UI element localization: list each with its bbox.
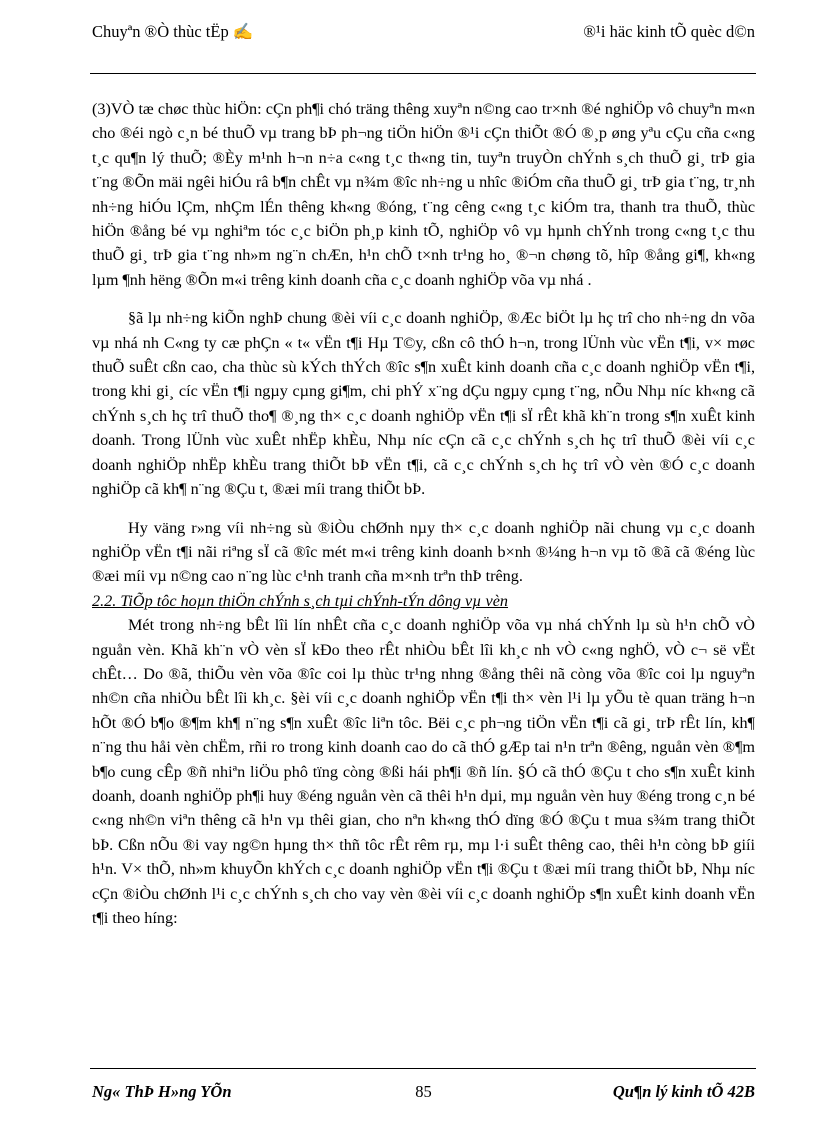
paragraph-hope: Hy väng r»ng víi nh÷ng sù ®iÒu chØnh nµy th× c¸c doanh nghiÖp nãi chung vµ c¸c doanh nghiÖp vËn t¶i nãi riªng sÏ cã ®îc mét m«i trêng kinh doanh b×nh ®¼ng h¬n vµ tõ ®ã cã ®éng lùc ®æi míi vµ n©ng cao n¨ng lùc c¹nh tranh cña m×nh trªn thÞ trêng. [92,518,755,586]
page-number: 85 [415,1082,432,1101]
footer-author: Ng« ThÞ H»ng YÕn [92,1082,232,1101]
footer-class: Qu¶n lý kinh tÕ 42B [612,1082,755,1101]
page-header [92,22,755,46]
paragraph-capital: Mét trong nh÷ng bÊt lîi lín nhÊt cña c¸c doanh nghiÖp võa vµ nhá chÝnh lµ sù h¹n chÕ vÒ nguån vèn. Khã kh¨n vÒ vèn sÏ kÐo theo rÊt nhiÒu bÊt lîi kh¸c nh vÒ c«ng nghÖ, vÒ c¬ së vËt chÊt… Do ®ã, thiÕu vèn võa ®îc coi lµ thùc tr¹ng nhng ®ång thêi nã còng võa ®îc coi lµ nguyªn nh©n cña nhiÒu bÊt lîi kh¸c. §èi víi c¸c doanh nghiÖp vËn t¶i th× vèn l¹i lµ yÕu tè quan träng h¬n hÕt ®Ó b¶o ®¶m kh¶ n¨ng s¶n xuÊt ®îc liªn tôc. Bëi c¸c ph¬ng tiÖn vËn t¶i cã gi¸ trÞ rÊt lín, kh¶ n¨ng thu håi vèn chËm, rñi ro trong kinh doanh cao do cã thÓ gÆp tai n¹n trªn ®êng, nguån vèn ®¶m b¶o cung cÊp ®ñ nhiªn liÖu phô tïng còng ®ßi hái ph¶i ®ñ lín. §Ó cã thÓ ®Çu t cho s¶n xuÊt kinh doanh, doanh nghiÖp ph¶i huy ®éng nguån vèn cã thêi h¹n dµi, mµ nguån vèn huy ®éng trong c¸n bé c«ng nh©n viªn thêng cã h¹n vµ thêi gian, cho nªn kh«ng thÓ dïng ®Ó ®Çu t mua s¾m trang thiÕt bÞ. Cßn nÕu ®i vay ng©n hµng th× thñ tôc rÊt rêm rµ, mµ l·i suÊt thêng cao, thêi h¹n còng bÞ giíi h¹n. V× thÕ, nh»m khuyÕn khÝch c¸c doanh nghiÖp vËn t¶i ®Çu t ®æi míi trang thiÕt bÞ, Nhµ níc cÇn ®iÒu chØnh l¹i c¸c chÝnh s¸ch cho vay vèn ®èi víi c¸c doanh nghiÖp s¶n xuÊt kinh doanh vËn t¶i theo híng: [92,616,755,927]
header-document-type: Chuyªn ®Ò thùc tËp ✍ [92,22,254,41]
paragraph-recommendations: §ã lµ nh÷ng kiÕn nghÞ chung ®èi víi c¸c doanh nghiÖp, ®Æc biÖt lµ hç trî cho nh÷ng dn võa vµ nhá nh C«ng ty cæ phÇn « t« vËn t¶i Hµ T©y, cßn cô thÓ h¬n, trong lÜnh vùc vËn t¶i, v× møc thuÕ suÊt cßn cao, cha thùc sù kÝch thÝch ®îc s¶n xuÊt kinh doanh cña c¸c doanh nghiÖp vËn t¶i, trong khi gi¸ cíc vËn t¶i ngµy cµng gi¶m, chi phÝ x¨ng dÇu ngµy cµng t¨ng, nÕu Nhµ níc kh«ng cã chÝnh s¸ch hç trî thuÕ tho¶ ®¸ng th× c¸c doanh nghiÖp vËn t¶i sÏ rÊt khã kh¨n trong s¶n xuÊt kinh doanh. Trong lÜnh vùc xuÊt nhËp khÈu, Nhµ níc cÇn cã c¸c chÝnh s¸ch hç trî thuÕ ®èi víi c¸c doanh nghiÖp nhËp khÈu trang thiÕt bÞ vËn t¶i, cã c¸c chÝnh s¸ch hç trî vÒ vèn ®Ó c¸c doanh nghiÖp cã kh¶ n¨ng ®Çu t, ®æi míi trang thiÕt bÞ. [92,309,755,499]
section-heading: 2.2. TiÕp tôc hoµn thiÖn chÝnh s¸ch tµi chÝnh-tÝn dông vµ vèn [92,591,509,610]
header-university: ®¹i häc kinh tÕ quèc d©n [583,22,755,41]
header-rule [90,73,756,74]
page-body [92,97,755,930]
paragraph-implementation: (3)VÒ tæ chøc thùc hiÖn: cÇn ph¶i chó träng thêng xuyªn n©ng cao tr×nh ®é nghiÖp vô chuyªn m«n cho ®éi ngò c¸n bé thuÕ vµ trang bÞ ph¬ng tiÖn hiÖn ®¹i cÇn thiÕt ®Ó ®¸p øng yªu cÇu cña c«ng t¸c qu¶n lý thuÕ; ®Èy m¹nh h¬n n÷a c«ng t¸c th«ng tin, tuyªn truyÒn chÝnh s¸ch thuÕ gi¸ trÞ gia t¨ng ®Õn mäi ngêi hiÓu râ b¶n chÊt vµ n¾m ®îc nh÷ng u nhîc ®iÓm cña thuÕ gi¸ trÞ gia t¨ng, tr¸nh nh÷ng hiÓu lÇm, nhÇm lÉn thêng kh«ng ®óng, t¨ng cêng c«ng t¸c kiÓm tra, thanh tra thuÕ, thùc hiÖn ®ång bé vµ nghiªm tóc c¸c biÖn ph¸p kinh tÕ, nghiÖp vô vµ hµnh chÝnh trong c«ng t¸c thu thuÕ gi¸ trÞ gia t¨ng nh»m ng¨n chÆn, h¹n chÕ t×nh tr¹ng ho¸ ®¬n chøng tõ, hîp ®ång gi¶, kh«ng lµm ¶nh hëng ®Õn m«i trêng kinh doanh cña c¸c doanh nghiÖp võa vµ nhá . [92,100,755,289]
footer-rule [90,1068,756,1069]
page-footer [92,1082,755,1106]
